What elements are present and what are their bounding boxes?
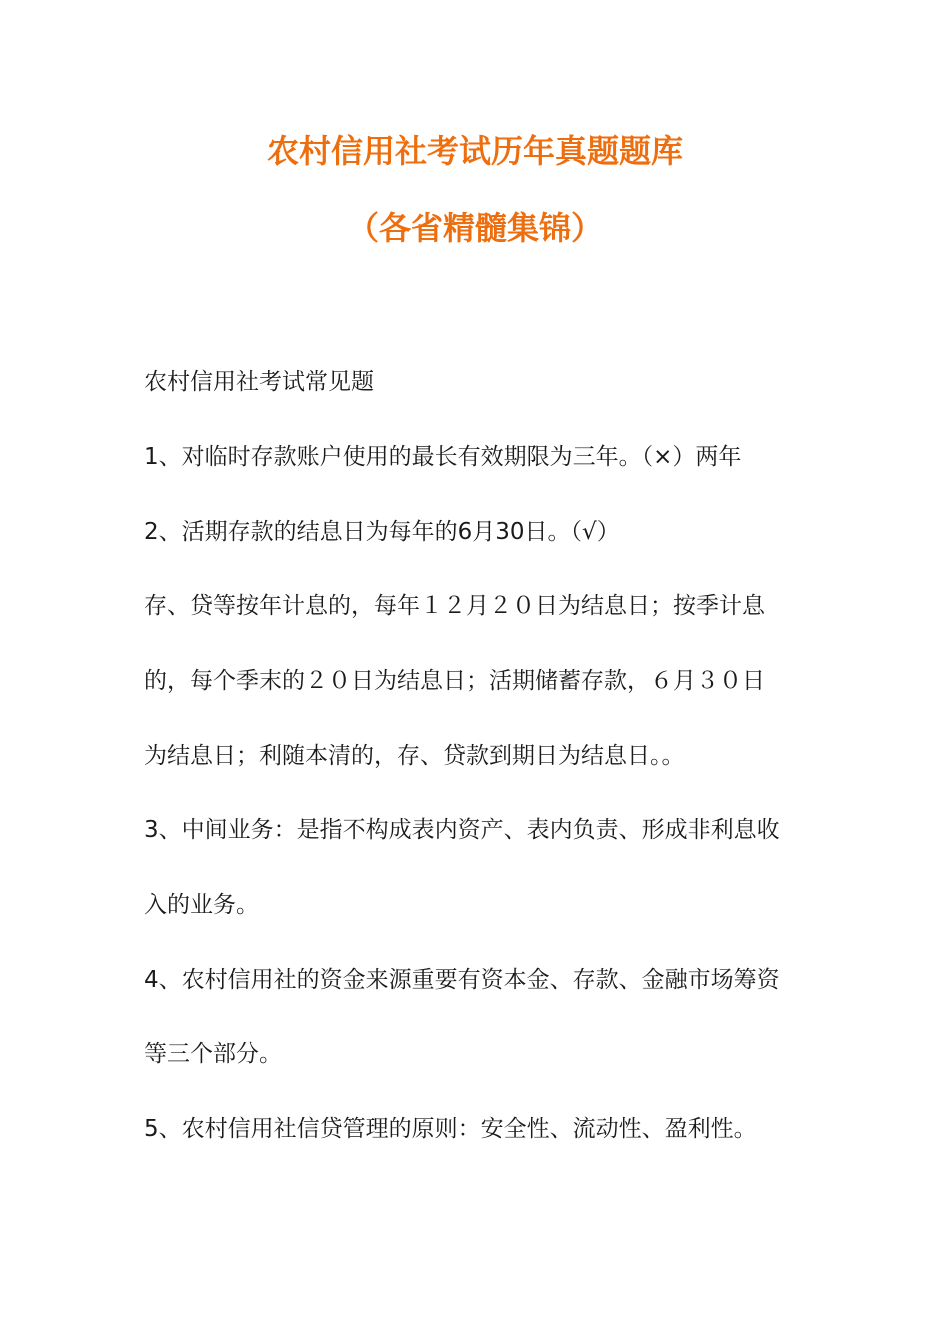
text-line: 2、活期存款的结息日为每年的6月30日。（√）: [144, 519, 620, 545]
text-line: 3、中间业务：是指不构成表内资产、表内负责、形成非利息收: [144, 817, 780, 843]
document-title: 农村信用社考试历年真题题库: [266, 132, 683, 170]
text-line: 1、对临时存款账户使用的最长有效期限为三年。（×）两年: [144, 444, 742, 470]
text-line: 入的业务。: [144, 892, 259, 918]
section-heading: 农村信用社考试常见题: [144, 369, 374, 395]
document-subtitle: （各省精髓集锦）: [346, 209, 603, 247]
text-line: 的，每个季末的２０日为结息日；活期储蓄存款，６月３０日: [144, 668, 765, 694]
text-line: 5、农村信用社信贷管理的原则：安全性、流动性、盈利性。: [144, 1116, 757, 1142]
text-line: 等三个部分。: [144, 1041, 282, 1067]
text-line: 4、农村信用社的资金来源重要有资本金、存款、金融市场筹资: [144, 967, 780, 993]
text-line: 为结息日；利随本清的，存、贷款到期日为结息日。。: [144, 743, 685, 769]
text-line: 存、贷等按年计息的，每年１２月２０日为结息日；按季计息: [144, 593, 765, 619]
